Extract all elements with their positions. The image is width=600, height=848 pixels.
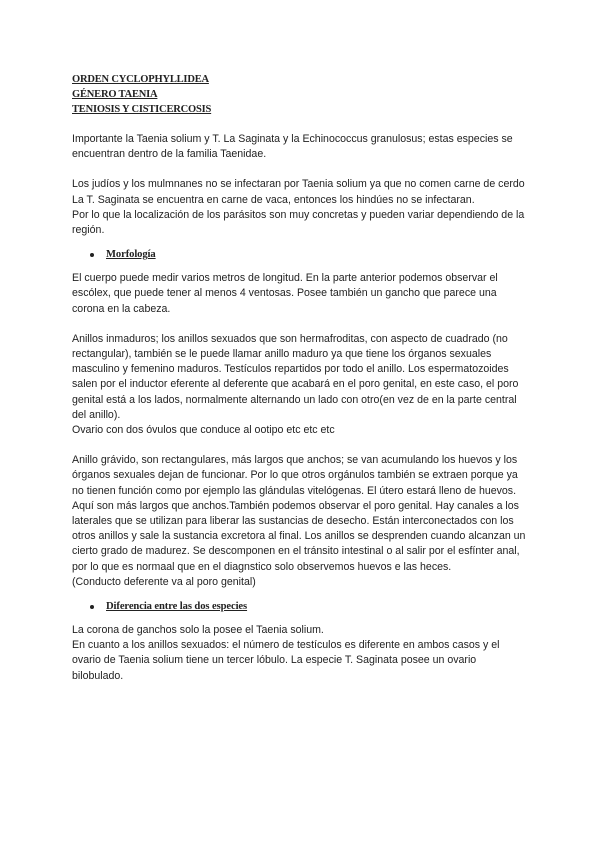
gravid-ring-paragraph: Anillo grávido, son rectangulares, más largos que anchos; se van acumulando los huevos y los órganos sexuales dejan de funcionar. Por lo que otros orgánulos también se extraen porque ya no tienen función como por ejemplo las glándulas vitelógenas. El útero estará lleno de huevos. Aquí son más largos que anchos.También podemos observar el poro genital. Hay canales a los laterales que se utilizan para liberar las sustancias de desecho. Están interconectados con los otros anillos y sale la sustancia excretora al final. Los anillos se desprenden cuando alcanzan un cierto grado de madurez. Se descomponen en el tránsito intestinal o al salir por el esfínter anal, por lo que es normaal que en el diagnstico solo observemos huevos e las heces. (72, 454, 526, 573)
genus-title: GÉNERO TAENIA (72, 89, 158, 100)
deferent-note: (Conducto deferente va al poro genital) (72, 575, 256, 588)
ovary-paragraph: Ovario con dos óvulos que conduce al ootipo etc etc etc (72, 424, 335, 437)
order-title: ORDEN CYCLOPHYLLIDEA (72, 74, 209, 85)
document-content (72, 72, 528, 684)
religion-paragraph: Los judíos y los mulmnanes no se infectaran por Taenia solium ya que no comen carne de cerdo (72, 178, 525, 191)
morphology-heading (90, 246, 528, 263)
bullet-icon (90, 605, 94, 609)
crown-paragraph: La corona de ganchos solo la posee el Taenia solium. (72, 624, 324, 637)
sexual-rings-paragraph: En cuanto a los anillos sexuados: el número de testículos es diferente en ambos casos y el ovario de Taenia solium tiene un tercer lóbulo. La especie T. Saginata posee un ovario bilobulado. (72, 639, 500, 682)
intro-paragraph: Importante la Taenia solium y T. La Saginata y la Echinococcus granulosus; estas especies se encuentran dentro de la familia Taenidae. (72, 133, 513, 161)
bullet-icon (90, 253, 94, 257)
localization-paragraph: Por lo que la localización de los parásitos son muy concretas y pueden variar dependiendo de la región. (72, 208, 525, 237)
morphology-heading-label: Morfología (106, 249, 156, 261)
topic-title: TENIOSIS Y CISTICERCOSIS (72, 104, 212, 115)
body-paragraph: El cuerpo puede medir varios metros de longitud. En la parte anterior podemos observar el escólex, que puede tener al menos 4 ventosas. Posee también un gancho que parece una corona en la cabeza. (72, 272, 498, 315)
differences-heading-label: Diferencia entre las dos especies (106, 601, 248, 613)
immature-rings-paragraph: Anillos inmaduros; los anillos sexuados que son hermafroditas, con aspecto de cuadrado (no rectangular), también se le puede llamar anillo maduro ya que tiene los órganos sexuales masculino y femenino maduros. Testículos repartidos por todo el anillo. Los espermatozoides salen por el inductor eferente al deferente que acabará en el poro genital, en este caso, el poro genital está a los lados, normalmente alternando un lado con otro(en vez de en la parte central del anillo). (72, 332, 519, 421)
saginata-paragraph: La T. Saginata se encuentra en carne de vaca, entonces los hindúes no se infectaran. (72, 193, 475, 206)
differences-heading (90, 598, 528, 615)
